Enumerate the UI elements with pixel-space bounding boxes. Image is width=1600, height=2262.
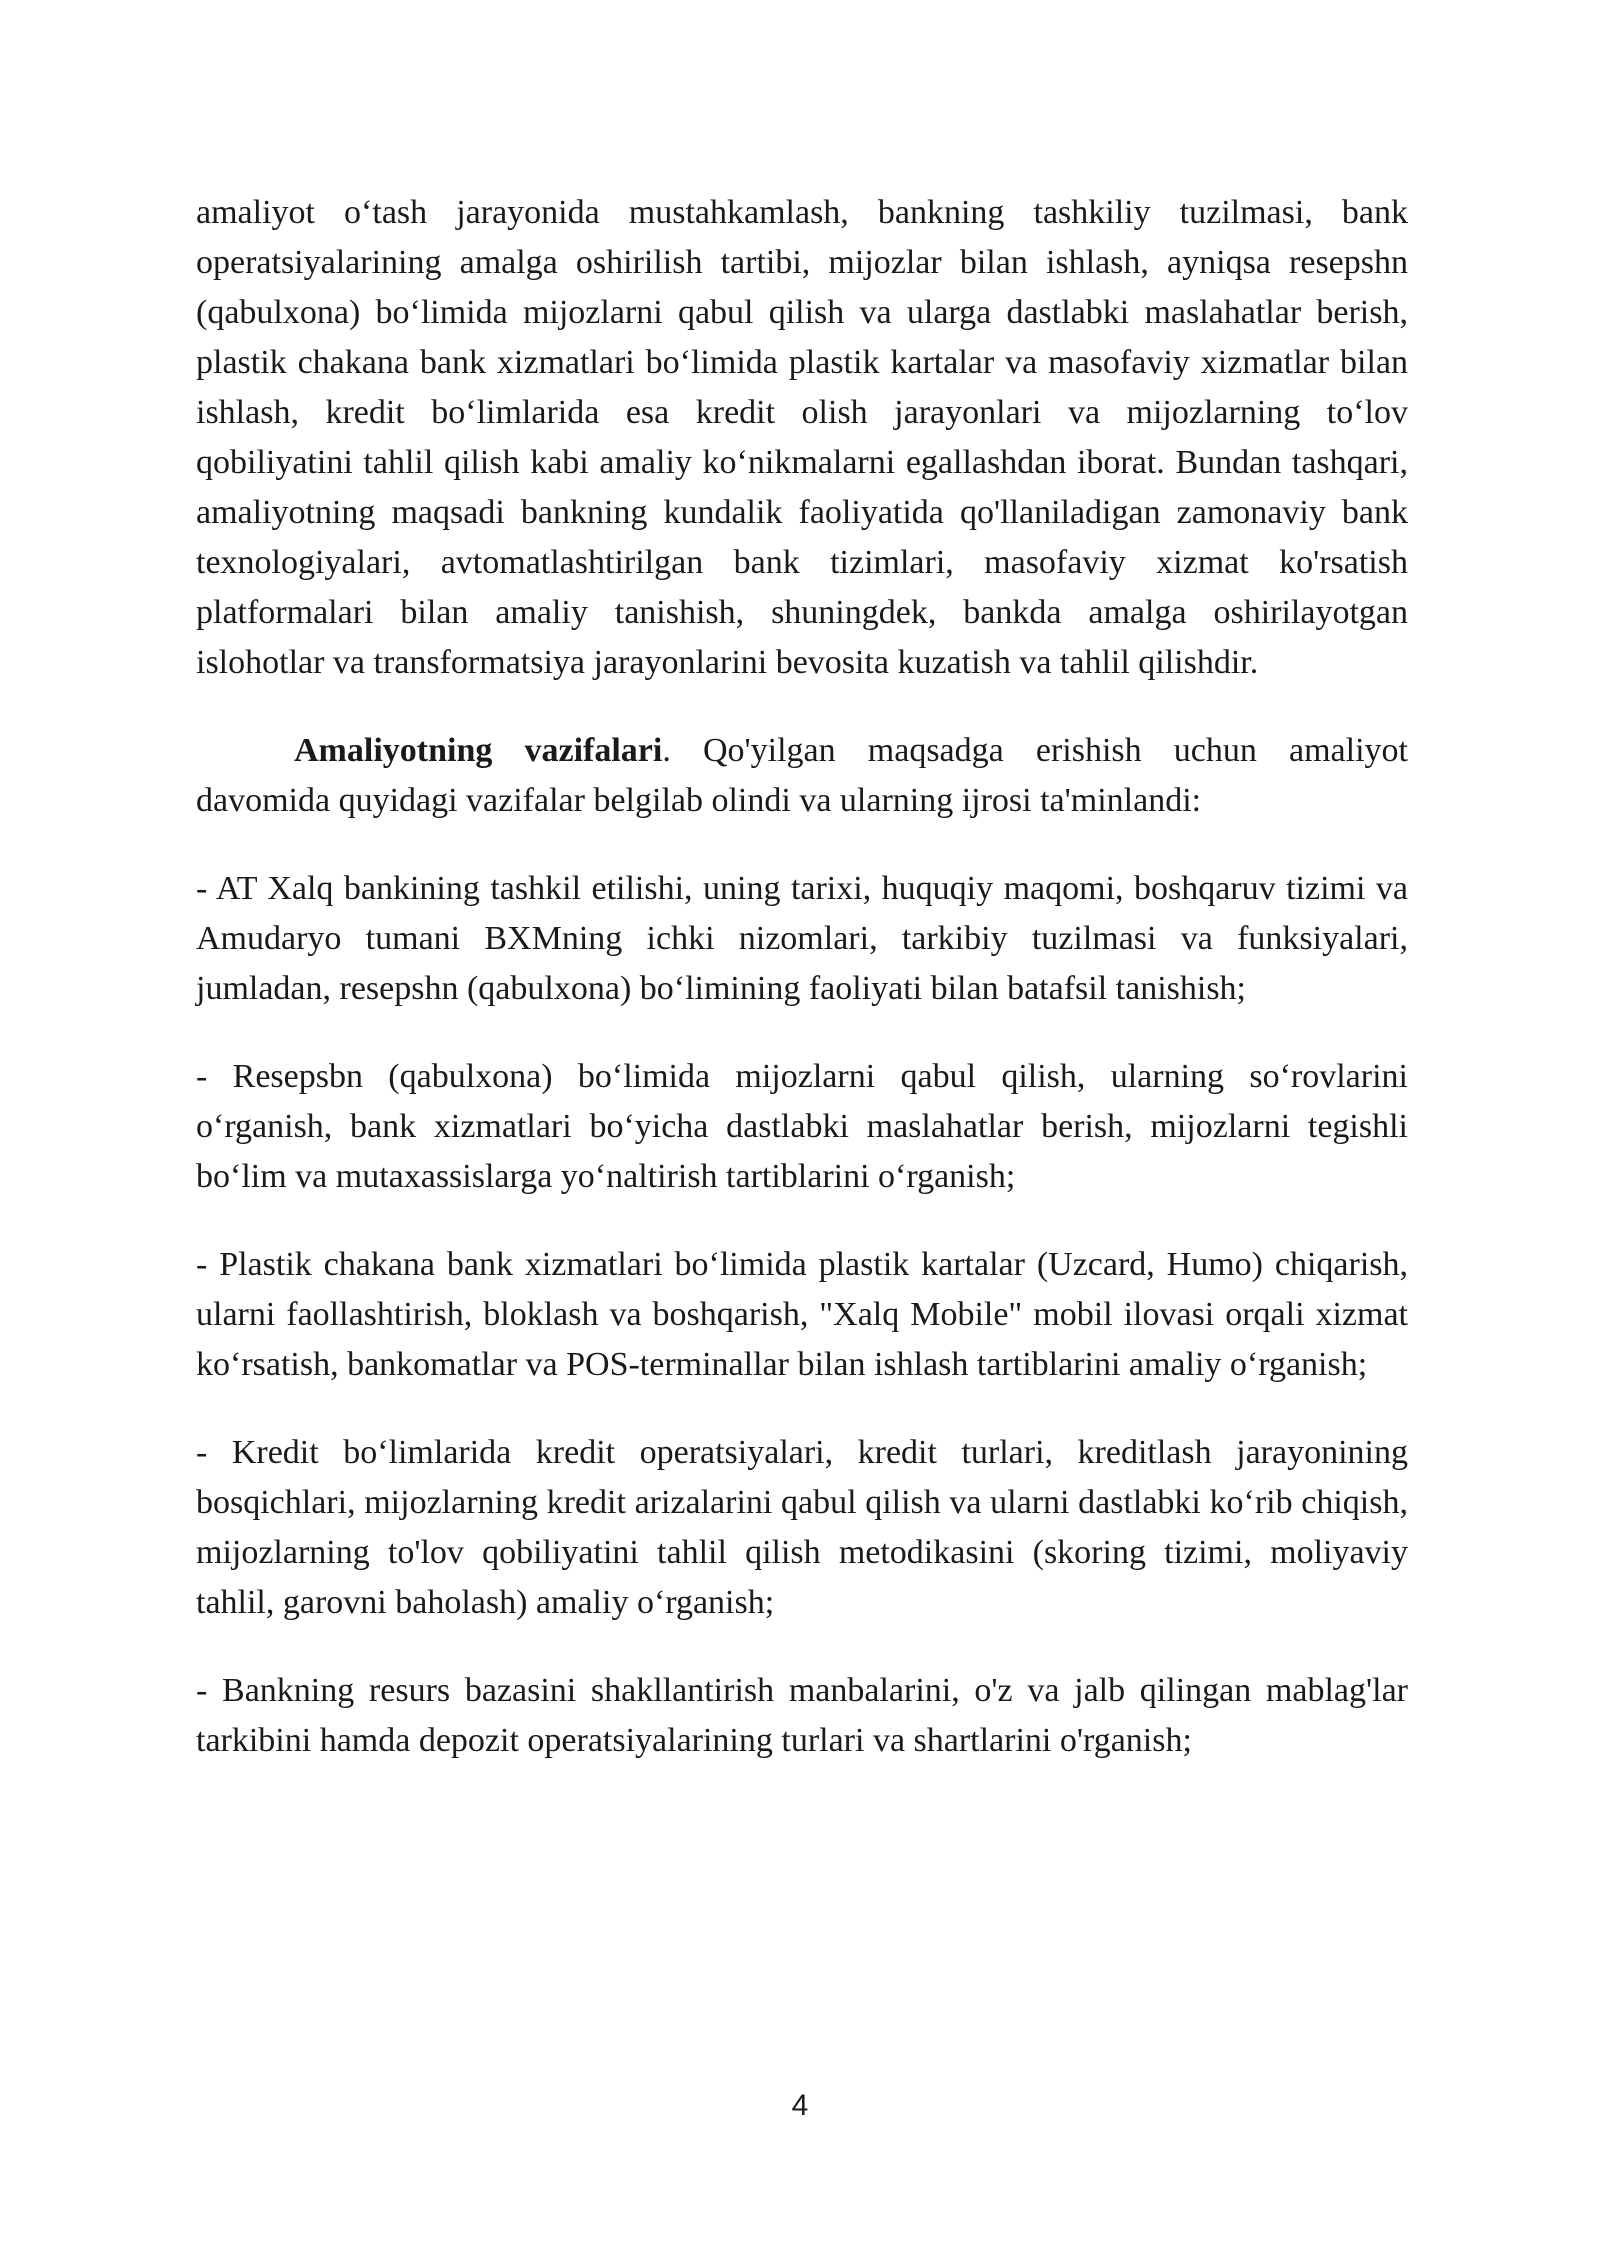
tasks-intro-text: . Qo'yilgan maqsadga erishish uchun amaliyot davomida quyidagi vazifalar belgilab olindi va ularning ijrosi ta'minlandi: [196, 732, 1408, 819]
intro-paragraph: amaliyot o‘tash jarayonida mustahkamlash, bankning tashkiliy tuzilmasi, bank operatsiyalarining amalga oshirilish tartibi, mijozlar bilan ishlash, ayniqsa resepshn (qabulxona) bo‘limida mijozlarni qabul qilish va ularga dastlabki maslahatlar berish, plastik chakana bank xizmatlari bo‘limida plastik kartalar va masofaviy xizmatlar bilan ishlash, kredit bo‘limlarida esa kredit olish jarayonlari va mijozlarning to‘lov qobiliyatini tahlil qilish kabi amaliy ko‘nikmalarni egallashdan iborat. Bundan tashqari, amaliyotning maqsadi bankning kundalik faoliyatida qo'llaniladigan zamonaviy bank texnologiyalari, avtomatlashtirilgan bank tizimlari, masofaviy xizmat ko'rsatish platformalari bilan amaliy tanishish, shuningdek, bankda amalga oshirilayotgan islohotlar va transformatsiya jarayonlarini bevosita kuzatish va tahlil qilishdir. [196, 194, 1408, 681]
task-item-5: - Bankning resurs bazasini shakllantirish manbalarini, o'z va jalb qilingan mablag'lar tarkibini hamda depozit operatsiyalarining turlari va shartlarini o'rganish; [196, 1672, 1408, 1759]
task-item-2: - Resepsbn (qabulxona) bo‘limida mijozlarni qabul qilish, ularning so‘rovlarini o‘rganish, bank xizmatlari bo‘yicha dastlabki maslahatlar berish, mijozlarni tegishli bo‘lim va mutaxassislarga yo‘naltirish tartiblarini o‘rganish; [196, 1058, 1408, 1195]
document-page [196, 188, 1408, 1766]
page-number: 4 [791, 2089, 809, 2122]
tasks-heading: Amaliyotning vazifalari [294, 732, 663, 769]
task-item-4: - Kredit bo‘limlarida kredit operatsiyalari, kredit turlari, kreditlash jarayonining bosqichlari, mijozlarning kredit arizalarini qabul qilish va ularni dastlabki ko‘rib chiqish, mijozlarning to'lov qobiliyatini tahlil qilish metodikasini (skoring tizimi, moliyaviy tahlil, garovni baholash) amaliy o‘rganish; [196, 1434, 1408, 1621]
tasks-paragraph [196, 726, 1408, 826]
task-item-3: - Plastik chakana bank xizmatlari bo‘limida plastik kartalar (Uzcard, Humo) chiqarish, ularni faollashtirish, bloklash va boshqarish, "Xalq Mobile" mobil ilovasi orqali xizmat ko‘rsatish, bankomatlar va POS-terminallar bilan ishlash tartiblarini amaliy o‘rganish; [196, 1246, 1408, 1383]
task-item-1: - AT Xalq bankining tashkil etilishi, uning tarixi, huquqiy maqomi, boshqaruv tizimi va Amudaryo tumani BXMning ichki nizomlari, tarkibiy tuzilmasi va funksiyalari, jumladan, resepshn (qabulxona) bo‘limining faoliyati bilan batafsil tanishish; [196, 870, 1408, 1007]
